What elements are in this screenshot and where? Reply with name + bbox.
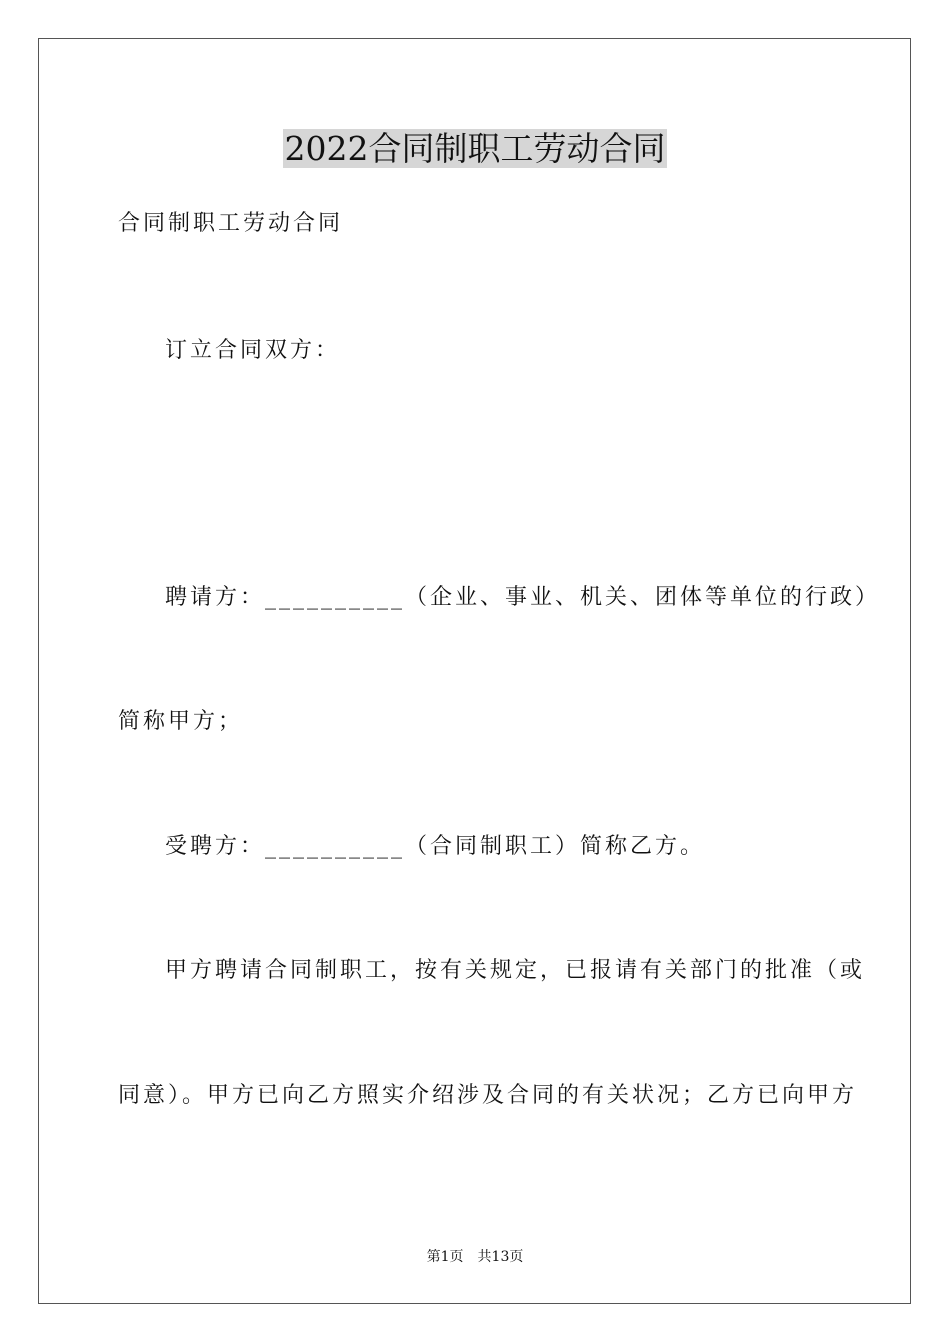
document-title-text: 2022合同制职工劳动合同 bbox=[284, 129, 666, 168]
paragraph-body-line-1: 甲方聘请合同制职工，按有关规定，已报请有关部门的批准（或 bbox=[165, 958, 866, 983]
paragraph-body-line-2: 同意）。甲方已向乙方照实介绍涉及合同的有关状况；乙方已向甲方 bbox=[118, 1083, 858, 1108]
paragraph-employer-abbrev: 简称甲方； bbox=[118, 709, 244, 734]
page-number-footer: 第1页 共13页 bbox=[426, 1249, 524, 1265]
paragraph-parties-heading: 订立合同双方： bbox=[165, 338, 341, 363]
paragraph-employer: 聘请方：__________（企业、事业、机关、团体等单位的行政） bbox=[165, 585, 881, 610]
paragraph-employee: 受聘方：__________（合同制职工）简称乙方。 bbox=[165, 834, 706, 859]
document-title bbox=[0, 127, 950, 171]
paragraph-subtitle: 合同制职工劳动合同 bbox=[118, 211, 344, 236]
